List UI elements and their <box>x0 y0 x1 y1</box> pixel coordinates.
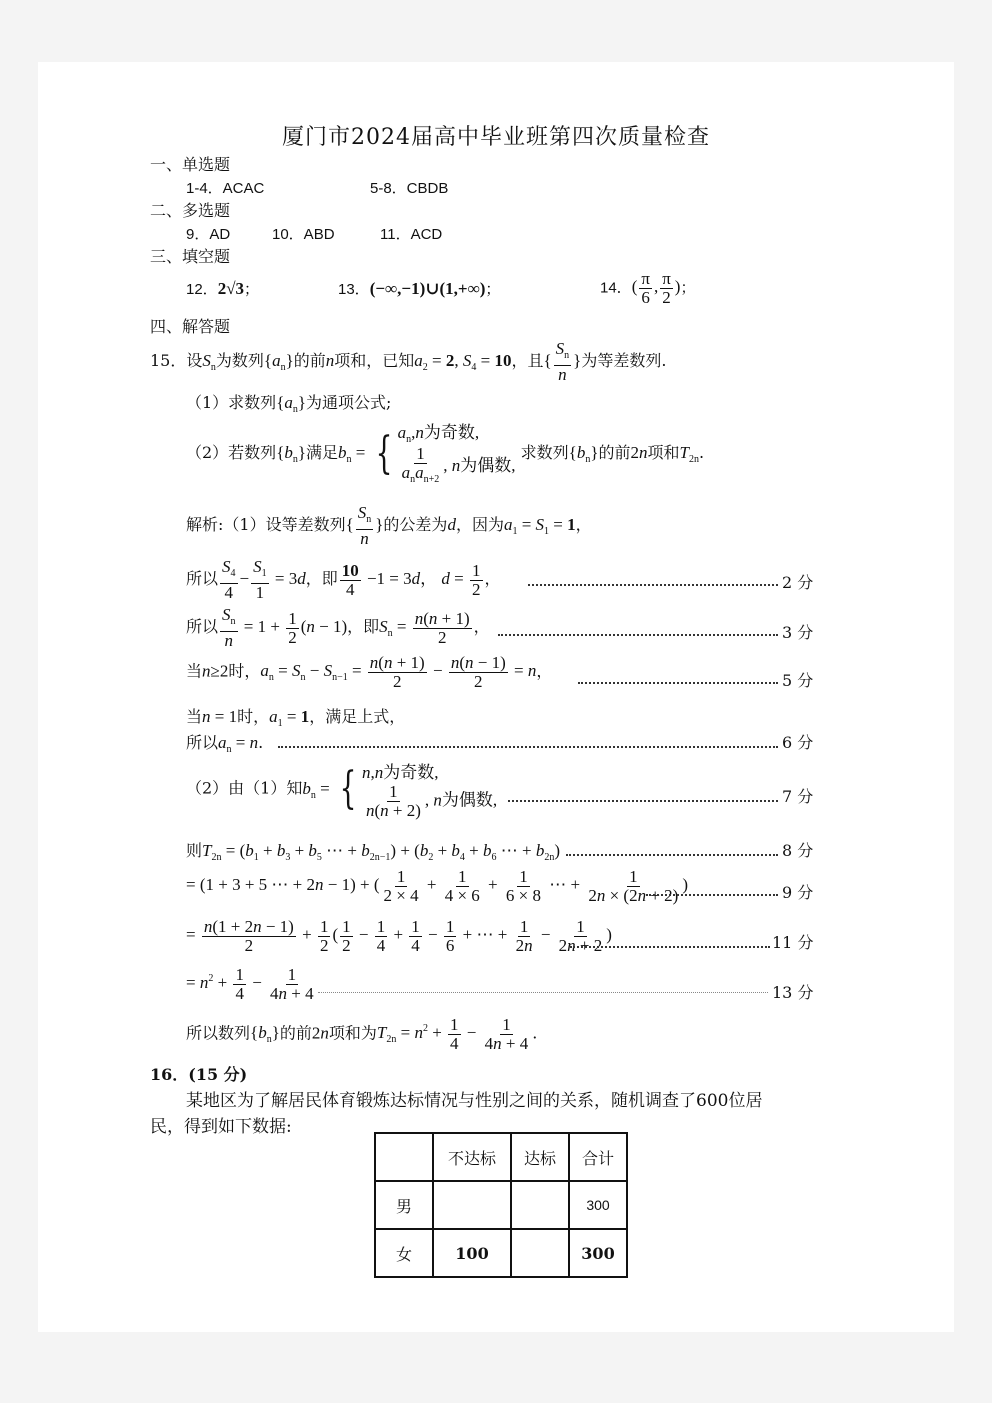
score-7: 7 分 <box>782 787 814 806</box>
score-dots <box>646 894 778 896</box>
section-solutions: 四、解答题 <box>150 317 231 336</box>
answer-11: 11．ACD <box>380 226 443 243</box>
score-dots <box>278 746 778 748</box>
score-dots <box>498 634 778 636</box>
table-cell <box>511 1181 569 1229</box>
table-header-cell: 不达标 <box>433 1133 511 1181</box>
answers-5-8: 5-8．CBDB <box>370 180 449 197</box>
score-13: 13 分 <box>772 983 814 1002</box>
score-dots <box>570 946 770 948</box>
step-9: = $\frac{n(1 + 2n - 1)}{2}$ + $\frac{1}{2}$ ( $\frac{1}{2}$ − $\frac{1}{4}$ + $\frac{1}{4}$ − $\frac{1}{6}$ + ⋯ + $\frac{1}{2n}$ − $\frac{1}{2n + 2}$ ) <box>186 917 612 955</box>
table-row <box>375 1181 627 1229</box>
table-cell: 100 <box>433 1229 511 1277</box>
table-cell: 300 <box>569 1181 627 1229</box>
table-header-cell: 达标 <box>511 1133 569 1181</box>
score-dots <box>318 992 768 993</box>
step-5: 所以$a_n = n$. <box>186 733 264 755</box>
table-cell <box>511 1229 569 1277</box>
q15-part2: （2）若数列$\{b_n\}$满足$b_n$ = { $a_n,n$为奇数, $\frac{1}{a_na_{n+2}}$ , n为偶数, 求数列$\{b_n\}$的前2n项和$T_{2n}$. <box>186 423 705 485</box>
section-fill-blank: 三、填空题 <box>150 247 231 266</box>
page-title: 厦门市2024届高中毕业班第四次质量检查 <box>282 125 710 150</box>
q15-conclusion: 所以数列$\{b_n\}$的前2n项和为$T_{2n} = n^2$ + $\frac{1}{4}$ − $\frac{1}{4n + 4}$ . <box>186 1015 538 1053</box>
table-header-cell <box>375 1133 433 1181</box>
step-6: （2）由（1）知$b_n$ = { n,n为奇数, $\frac{1}{n(n + 2)}$ , n为偶数, <box>186 763 498 820</box>
score-5: 5 分 <box>782 671 814 690</box>
step-10: = $n^2$ + $\frac{1}{4}$ − $\frac{1}{4n + 4}$ <box>186 965 314 1003</box>
score-11: 11 分 <box>772 933 814 952</box>
q16-number: 16．(15 分) <box>150 1065 248 1084</box>
exam-page <box>38 62 954 1332</box>
answer-9: 9．AD <box>186 226 231 243</box>
step-2: 所以 $\frac{S_n}{n}$ = 1 + $\frac{1}{2}$ (n − 1)，即$S_n$ = $\frac{n(n + 1)}{2}$ ， <box>186 605 490 650</box>
table-cell: 女 <box>375 1229 433 1277</box>
table-cell: 男 <box>375 1181 433 1229</box>
q16-text-line1: 某地区为了解居民体育锻炼达标情况与性别之间的关系，随机调查了600位居 <box>186 1091 763 1111</box>
step-1: 所以 $\frac{S_4}{4}$ − $\frac{S_1}{1}$ = 3d，即 $\frac{10}{4}$ −1 = 3d， d = $\frac{1}{2}$ ， <box>186 557 501 602</box>
step-7: 则$T_{2n} = (b_1 + b_3 + b_5$ ⋯ + $b_{2n-1}) + (b_2 + b_4 + b_6$ ⋯ + $b_{2n}$) <box>186 841 561 863</box>
table-row <box>375 1229 627 1277</box>
answers-1-4: 1-4．ACAC <box>186 180 265 197</box>
score-dots <box>578 682 778 684</box>
q12-label: 12．2√3； <box>186 279 260 298</box>
score-dots <box>528 584 778 586</box>
q15-part1: （1）求数列$\{a_n\}$为通项公式; <box>186 393 392 415</box>
score-dots <box>566 854 778 856</box>
step-4: 当n = 1时，$a_1 = 1$，满足上式， <box>186 707 406 729</box>
data-table <box>374 1132 628 1278</box>
table-header-cell: 合计 <box>569 1133 627 1181</box>
step-8: = (1 + 3 + 5 ⋯ + 2n − 1) + ( $\frac{1}{2 \times 4}$ + $\frac{1}{4 \times 6}$ + $\frac{1}{6 \times 8}$ ⋯ + $\frac{1}{2n \times (2n + 2)}$ ) <box>186 867 688 905</box>
score-3: 3 分 <box>782 623 814 642</box>
score-8: 8 分 <box>782 841 814 860</box>
q15-stem: 15．设$S_n$为数列$\{a_n\}$的前n项和，已知$a_2 = 2$, $S_4 = 10$，且{ $\frac{S_n}{n}$ }为等差数列. <box>150 339 667 384</box>
table-cell <box>433 1181 511 1229</box>
answer-10: 10．ABD <box>272 226 335 243</box>
section-multi-choice: 二、多选题 <box>150 201 231 220</box>
score-9: 9 分 <box>782 883 814 902</box>
q15-sol-intro: 解析:（1）设等差数列{ $\frac{S_n}{n}$ }的公差为d，因为$a_1 = S_1 = 1$， <box>186 503 592 548</box>
score-2: 2 分 <box>782 573 814 592</box>
score-6: 6 分 <box>782 733 814 752</box>
section-single-choice: 一、单选题 <box>150 155 231 174</box>
q14-label: 14．( $\frac{\pi}{6}$ , $\frac{\pi}{2}$ )； <box>600 269 696 307</box>
q16-text-line2: 民，得到如下数据: <box>150 1117 292 1137</box>
table-header-row <box>375 1133 627 1181</box>
q13-label: 13．(−∞,−1)∪(1,+∞)； <box>338 279 501 298</box>
step-3: 当n≥2时，$a_n = S_n - S_{n-1}$ = $\frac{n(n + 1)}{2}$ − $\frac{n(n - 1)}{2}$ = n， <box>186 653 553 691</box>
table-cell: 300 <box>569 1229 627 1277</box>
score-dots <box>508 800 778 802</box>
